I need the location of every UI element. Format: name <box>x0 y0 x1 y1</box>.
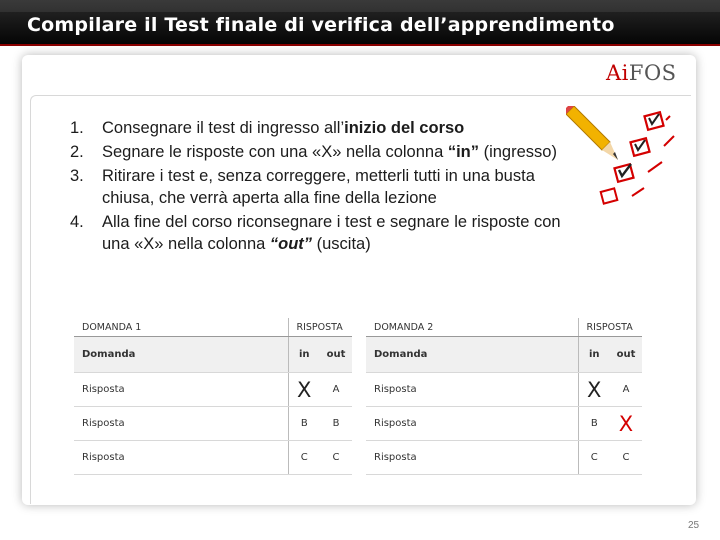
instruction-item-4 <box>70 211 590 255</box>
in-answer-cell[interactable]: C <box>288 441 320 475</box>
in-answer-cell[interactable] <box>578 373 610 407</box>
in-answer-cell[interactable]: C <box>578 441 610 475</box>
in-column-header: in <box>578 337 610 373</box>
logo-letter-a: A <box>606 61 622 85</box>
table-row <box>366 441 642 475</box>
x-mark-red: X <box>618 411 634 436</box>
logo-letters-fos: FOS <box>628 61 677 85</box>
out-answer-cell[interactable] <box>610 407 642 441</box>
title-bar-shine <box>0 0 720 12</box>
out-answer-cell[interactable]: C <box>610 441 642 475</box>
x-mark: X <box>587 377 602 402</box>
instruction-number: 2. <box>70 143 84 161</box>
question-header: DOMANDA 2 <box>366 318 578 337</box>
out-answer-cell[interactable]: A <box>610 373 642 407</box>
instruction-emphasis: “out” <box>269 235 313 253</box>
answer-label: Risposta <box>366 441 578 475</box>
question-header: DOMANDA 1 <box>74 318 288 337</box>
instructions-list <box>70 117 590 257</box>
in-answer-cell[interactable]: B <box>578 407 610 441</box>
instruction-text: Alla fine del corso riconsegnare i test e segnare le risposte con una «X» nella colonna <box>102 213 561 253</box>
table-header-row <box>74 318 352 337</box>
table-subheader-row <box>74 337 352 373</box>
answer-header: RISPOSTA <box>578 318 642 337</box>
instruction-emphasis: inizio del corso <box>344 119 465 137</box>
table-header-row <box>366 318 642 337</box>
table-row <box>74 373 352 407</box>
answer-label: Risposta <box>366 407 578 441</box>
answer-header: RISPOSTA <box>288 318 352 337</box>
question-table-1 <box>74 318 352 475</box>
slide-title: Compilare il Test finale di verifica dell’apprendimento <box>27 14 615 36</box>
instruction-number: 1. <box>70 119 84 137</box>
out-answer-cell[interactable]: B <box>320 407 352 441</box>
question-cell: Domanda <box>366 337 578 373</box>
table-row <box>366 373 642 407</box>
instruction-number: 4. <box>70 213 84 231</box>
question-cell: Domanda <box>74 337 288 373</box>
logo-i-mark: i <box>621 61 629 85</box>
instruction-item-1 <box>70 117 590 139</box>
instruction-text: Segnare le risposte con una «X» nella colonna <box>102 143 448 161</box>
out-column-header: out <box>610 337 642 373</box>
instruction-text-suffix: (ingresso) <box>479 143 557 161</box>
question-table-2 <box>366 318 642 475</box>
aifos-logo <box>606 61 677 85</box>
instruction-item-3 <box>70 165 590 209</box>
instruction-emphasis: “in” <box>447 143 479 161</box>
table-row <box>74 407 352 441</box>
answer-label: Risposta <box>366 373 578 407</box>
table-row <box>366 407 642 441</box>
instruction-text: Consegnare il test di ingresso all’ <box>102 119 345 137</box>
in-answer-cell[interactable] <box>288 373 320 407</box>
checkbox-icon <box>601 112 674 203</box>
out-answer-cell[interactable]: C <box>320 441 352 475</box>
instruction-number: 3. <box>70 167 84 185</box>
in-answer-cell[interactable]: B <box>288 407 320 441</box>
table-row <box>74 441 352 475</box>
instruction-text-suffix: (uscita) <box>312 235 371 253</box>
title-bar <box>0 0 720 46</box>
table-subheader-row <box>366 337 642 373</box>
out-answer-cell[interactable]: A <box>320 373 352 407</box>
answer-label: Risposta <box>74 407 288 441</box>
instruction-text: Ritirare i test e, senza correggere, metterli tutti in una busta chiusa, che verrà aperta alla fine della lezione <box>102 167 535 207</box>
page-number: 25 <box>688 520 700 531</box>
answer-label: Risposta <box>74 373 288 407</box>
instruction-item-2 <box>70 141 590 163</box>
out-column-header: out <box>320 337 352 373</box>
answer-label: Risposta <box>74 441 288 475</box>
in-column-header: in <box>288 337 320 373</box>
x-mark: X <box>297 377 312 402</box>
